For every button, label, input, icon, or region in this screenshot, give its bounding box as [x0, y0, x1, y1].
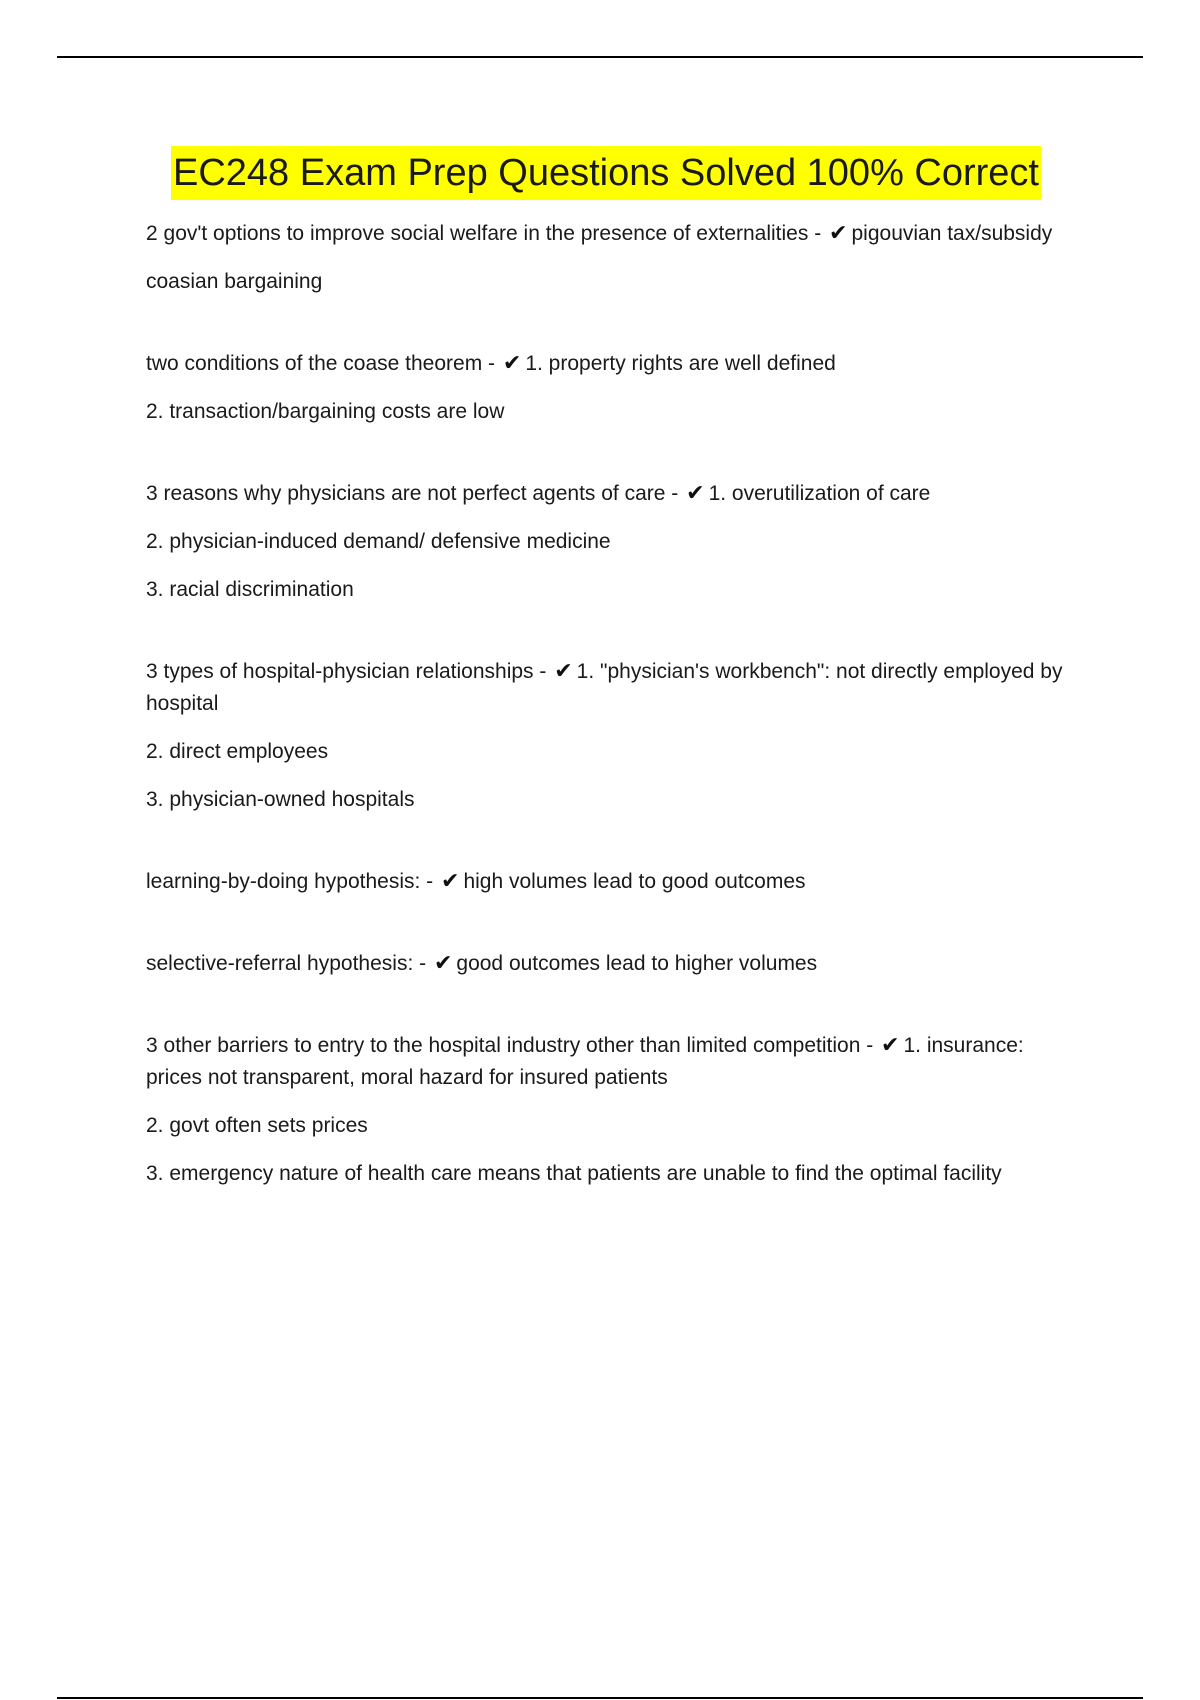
answer-text: 1. overutilization of care [708, 482, 931, 505]
qa-item [146, 1030, 1066, 1190]
answer-text: pigouvian tax/subsidy [851, 222, 1053, 245]
top-rule [57, 56, 1143, 58]
answer-text: 1. property rights are well defined [525, 352, 836, 375]
question-text: selective-referral hypothesis: - [146, 952, 427, 975]
bottom-rule [57, 1697, 1143, 1699]
qa-item [146, 866, 1066, 898]
answer-line: 3. racial discrimination [146, 578, 354, 601]
answer-line: 2. transaction/bargaining costs are low [146, 400, 505, 423]
document-page [146, 146, 1066, 1240]
qa-question-line [146, 348, 1066, 380]
check-mark-icon: ✔ [433, 951, 453, 976]
answer-text: high volumes lead to good outcomes [463, 870, 806, 893]
answer-line: 3. emergency nature of health care means that patients are unable to find the optimal facility [146, 1162, 1002, 1185]
check-mark-icon: ✔ [441, 869, 460, 894]
qa-question-line [146, 948, 1066, 980]
question-text: learning-by-doing hypothesis: - [146, 870, 434, 893]
question-text: 2 gov't options to improve social welfare in the presence of externalities - [146, 222, 822, 245]
answer-line: 2. physician-induced demand/ defensive medicine [146, 530, 611, 553]
answer-text: 1. insurance: prices not transparent, moral hazard for insured patients [146, 1034, 1024, 1089]
answer-line: 3. physician-owned hospitals [146, 788, 415, 811]
answer-text: 1. "physician's workbench": not directly employed by hospital [146, 660, 1063, 715]
answer-text: good outcomes lead to higher volumes [456, 952, 818, 975]
qa-question-line [146, 218, 1066, 250]
qa-question-line [146, 656, 1066, 720]
question-text: 3 types of hospital-physician relationships - [146, 660, 547, 683]
qa-item [146, 218, 1066, 298]
check-mark-icon: ✔ [829, 221, 848, 246]
check-mark-icon: ✔ [881, 1033, 900, 1058]
question-text: two conditions of the coase theorem - [146, 352, 496, 375]
title-wrapper [146, 146, 1066, 200]
check-mark-icon: ✔ [554, 659, 573, 684]
question-text: 3 reasons why physicians are not perfect agents of care - [146, 482, 679, 505]
answer-line: coasian bargaining [146, 270, 323, 293]
question-text: 3 other barriers to entry to the hospital industry other than limited competition - [146, 1034, 874, 1057]
check-mark-icon: ✔ [686, 481, 705, 506]
answer-line: 2. direct employees [146, 740, 329, 763]
document-title: EC248 Exam Prep Questions Solved 100% Correct [171, 146, 1041, 200]
qa-item [146, 478, 1066, 606]
qa-item [146, 948, 1066, 980]
qa-question-line [146, 478, 1066, 510]
check-mark-icon: ✔ [502, 351, 522, 376]
qa-item [146, 656, 1066, 816]
qa-question-line [146, 866, 1066, 898]
qa-question-line [146, 1030, 1066, 1094]
answer-line: 2. govt often sets prices [146, 1114, 368, 1137]
qa-item [146, 348, 1066, 428]
